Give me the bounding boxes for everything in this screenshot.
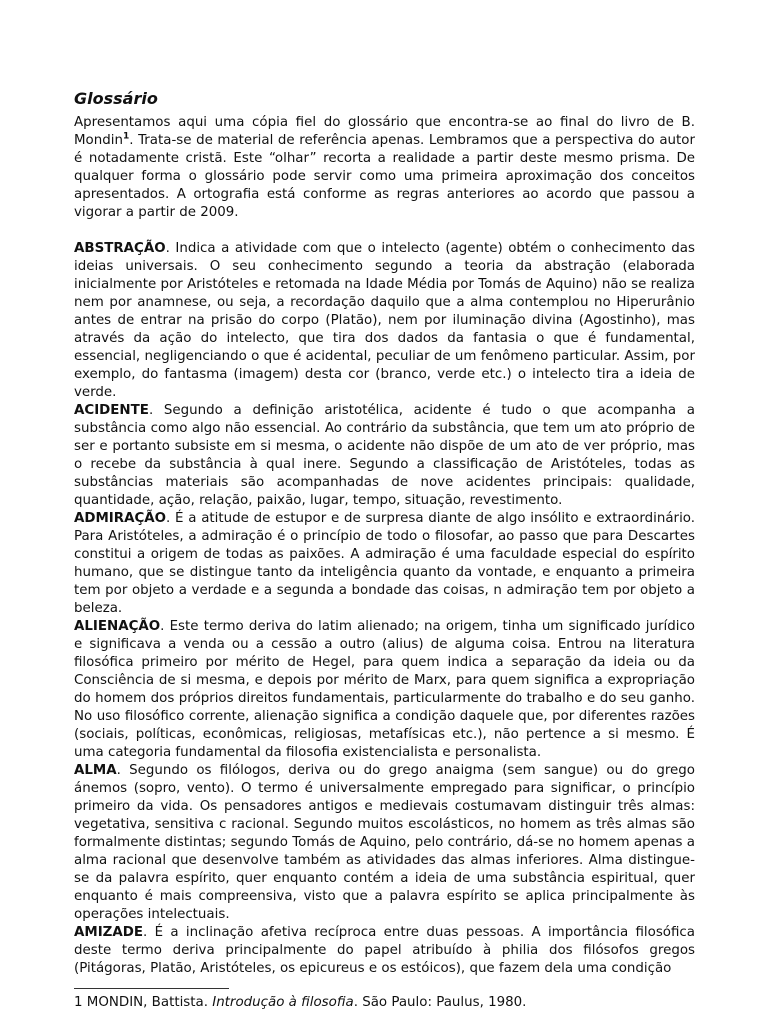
- page-title: Glossário: [74, 89, 158, 108]
- entry-term: ALMA: [74, 763, 117, 778]
- footnote-book-title: Introdução à filosofia: [212, 995, 354, 1010]
- entry-definition: . Segundo os filólogos, deriva ou do grego anaigma (sem sangue) ou do grego ánemos (sopro, vento). O termo é universalmente empregado para significar, o princípio primeiro da vida. Os pensadores antigos e medievais costumavam distinguir três almas: vegetativa, sensitiva c racional. Segundo muitos escolásticos, no homem as três almas são formalmente distintas; segundo Tomás de Aquino, pelo contrário, dá-se no homem apenas a alma racional que desenvolve também as atividades das almas inferiores. Alma distingue-se da palavra espírito, quer enquanto contém a ideia de uma substância espiritual, quer enquanto é mais compreensiva, visto que a palavra espírito se aplica principalmente às operações intelectuais.: [74, 763, 695, 922]
- entry-definition: . É a atitude de estupor e de surpresa diante de algo insólito e extraordinário. Para Aristóteles, a admiração é o princípio de todo o filosofar, ao passo que para Descartes constitui a origem de todas as paixões. A admiração é uma faculdade especial do espírito humano, que se distingue tanto da inteligência quanto da vontade, e enquanto a primeira tem por objeto a verdade e a segunda a bondade das coisas, n admiração tem por objeto a beleza.: [74, 511, 695, 616]
- entry-term: ALIENAÇÃO: [74, 619, 161, 634]
- entry-term: AMIZADE: [74, 925, 144, 940]
- glossary-entry-abstracao: [74, 240, 695, 402]
- intro-text-continued: . Trata-se de material de referência apenas. Lembramos que a perspectiva do autor é notadamente cristã. Este “olhar” recorta a realidade a partir deste mesmo prisma. De qualquer forma o glossário pode servir como uma primeira aproximação dos conceitos apresentados. A ortografia está conforme as regras anteriores ao acordo que passou a vigorar a partir de 2009.: [74, 133, 695, 220]
- footnote-divider: [74, 988, 229, 989]
- entry-term: ACIDENTE: [74, 403, 149, 418]
- footnote-reference: 1: [122, 131, 130, 142]
- entry-definition: . Este termo deriva do latim alienado; na origem, tinha um significado jurídico e significava a venda ou a cessão a outro (alius) de alguma coisa. Entrou na literatura filosófica primeiro por mérito de Hegel, para quem indica a separação da ideia ou da Consciência de si mesma, e depois por mérito de Marx, para quem significa a expropriação do homem dos próprios direitos fundamentais, particularmente do trabalho e do seu ganho. No uso filosófico corrente, alienação significa a condição daquele que, por diferentes razões (sociais, políticas, econômicas, religiosas, metafísicas etc.), não pertence a si mesmo. É uma categoria fundamental da filosofia existencialista e personalista.: [74, 619, 695, 760]
- intro-paragraph: [74, 114, 695, 222]
- glossary-entry-acidente: [74, 402, 695, 510]
- entry-term: ABSTRAÇÃO: [74, 241, 166, 256]
- intro-text: Apresentamos aqui uma cópia fiel do glossário que encontra-se ao final do livro de B. Mondin: [74, 115, 695, 148]
- entry-term: ADMIRAÇÃO: [74, 511, 167, 526]
- footnote-area: [74, 988, 695, 1012]
- glossary-entry-admiracao: [74, 510, 695, 618]
- glossary-entry-alienacao: [74, 618, 695, 762]
- footnote: [74, 994, 695, 1012]
- glossary-entry-alma: [74, 762, 695, 924]
- entry-definition: . Indica a atividade com que o intelecto (agente) obtém o conhecimento das ideias universais. O seu conhecimento segundo a teoria da abstração (elaborada inicialmente por Aristóteles e retomada na Idade Média por Tomás de Aquino) não se realiza nem por anamnese, ou seja, a recordação daquilo que a alma contemplou no Hiperurânio antes de entrar na prisão do corpo (Platão), nem por iluminação divina (Agostinho), mas através da ação do intelecto, que tira dos dados da fantasia o que é fundamental, essencial, negligenciando o que é acidental, peculiar de um fenômeno particular. Assim, por exemplo, do fantasma (imagem) desta cor (branco, verde etc.) o intelecto tira a ideia de verde.: [74, 241, 695, 400]
- glossary-entry-amizade: [74, 924, 695, 978]
- entry-definition: . É a inclinação afetiva recíproca entre duas pessoas. A importância filosófica deste termo deriva principalmente do papel atribuído à philia dos filósofos gregos (Pitágoras, Platão, Aristóteles, os epicureus e os estóicos), que fazem dela uma condição: [74, 925, 695, 976]
- footnote-suffix: . São Paulo: Paulus, 1980.: [353, 995, 527, 1010]
- footnote-prefix: 1 MONDIN, Battista.: [74, 995, 213, 1010]
- entry-definition: . Segundo a definição aristotélica, acidente é tudo o que acompanha a substância como algo não essencial. Ao contrário da substância, que tem um ato próprio de ser e portanto subsiste em si mesma, o acidente não dispõe de um ato de ver próprio, mas o recebe da substância à qual inere. Segundo a classificação de Aristóteles, todas as substâncias materiais são acompanhadas de nove acidentes principais: qualidade, quantidade, ação, relação, paixão, lugar, tempo, situação, revestimento.: [74, 403, 695, 508]
- document-body: [74, 88, 695, 978]
